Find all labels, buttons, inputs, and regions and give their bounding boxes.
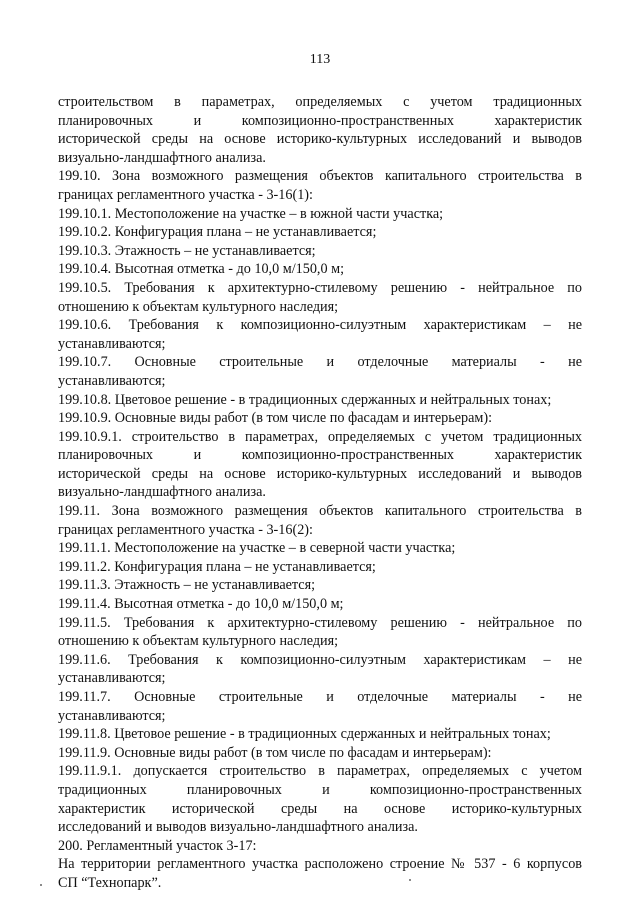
text-line: отношению к объектам культурного наследия; [58,298,339,315]
scan-speck [409,879,411,881]
text-line: 199.11. Зона возможного размещения объектов капитального строительства в [58,503,582,520]
text-line: границах регламентного участка - 3-16(2): [58,521,313,538]
text-line: границах регламентного участка - 3-16(1): [58,186,313,203]
document-body [58,93,582,893]
text-line: 200. Регламентный участок 3-17: [58,837,257,854]
text-line: визуально-ландшафтного анализа. [58,484,266,501]
text-line: 199.10.2. Конфигурация плана – не устанавливается; [58,224,377,241]
text-line: планировочных и композиционно-пространственных характеристик [58,112,582,129]
text-line: планировочных и композиционно-пространственных характеристик [58,447,582,464]
text-line: устанавливаются; [58,372,166,389]
text-line: традиционных планировочных и композиционно-пространственных [58,781,582,798]
text-line: 199.10.5. Требования к архитектурно-стилевому решению - нейтральное по [58,279,582,296]
text-line: 199.10.9. Основные виды работ (в том числе по фасадам и интерьерам): [58,410,493,427]
text-line: 199.10.8. Цветовое решение - в традиционных сдержанных и нейтральных тонах; [58,391,552,408]
text-line: визуально-ландшафтного анализа. [58,149,266,166]
text-line: 199.11.3. Этажность – не устанавливается; [58,577,316,594]
text-line: 199.10.9.1. строительство в параметрах, определяемых с учетом традиционных [58,428,582,445]
text-line: исторической среды на основе историко-культурных исследований и выводов [58,465,582,482]
text-line: исторической среды на основе историко-культурных исследований и выводов [58,131,582,148]
text-line: 199.11.9.1. допускается строительство в параметрах, определяемых с учетом [58,763,582,780]
text-line: 199.10.6. Требования к композиционно-силуэтным характеристикам – не [58,317,582,334]
text-line: 199.11.8. Цветовое решение - в традиционных сдержанных и нейтральных тонах; [58,726,551,743]
text-line: 199.11.5. Требования к архитектурно-стилевому решению - нейтральное по [58,614,582,631]
page-number: 113 [309,52,331,67]
text-line: устанавливаются; [58,670,166,687]
text-line: СП “Технопарк”. [58,874,162,891]
text-line: устанавливаются; [58,707,166,724]
text-line: 199.11.9. Основные виды работ (в том числе по фасадам и интерьерам): [58,744,492,761]
text-line: На территории регламентного участка расположено строение № 537 - 6 корпусов [58,856,582,873]
text-line: 199.11.2. Конфигурация плана – не устанавливается; [58,558,376,575]
text-line: 199.11.4. Высотная отметка - до 10,0 м/150,0 м; [58,596,344,613]
text-line: 199.11.1. Местоположение на участке – в северной части участка; [58,540,456,557]
text-line: исследований и выводов визуально-ландшафтного анализа. [58,819,418,836]
text-line: 199.10.4. Высотная отметка - до 10,0 м/150,0 м; [58,261,345,278]
text-line: характеристик исторической среды на основе историко-культурных [58,800,582,817]
text-line: 199.10.1. Местоположение на участке – в южной части участка; [58,205,444,222]
text-line: 199.10.3. Этажность – не устанавливается; [58,242,316,259]
text-line: 199.11.7. Основные строительные и отделочные материалы - не [58,689,582,705]
text-line: 199.11.6. Требования к композиционно-силуэтным характеристикам – не [58,651,582,668]
text-line: 199.10. Зона возможного размещения объектов капитального строительства в [58,168,582,185]
text-line: отношению к объектам культурного наследия; [58,633,339,650]
text-line: строительством в параметрах, определяемых с учетом традиционных [58,94,582,110]
text-line: 199.10.7. Основные строительные и отделочные материалы - не [58,354,582,371]
text-line: устанавливаются; [58,335,166,352]
scan-speck [40,884,42,886]
